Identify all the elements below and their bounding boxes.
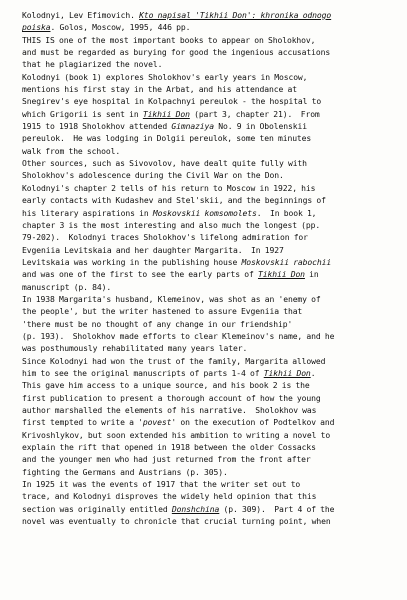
text-run: In 1925 it was the events of 1917 that the writer set out to <box>22 480 301 490</box>
text-run: section was originally entitled <box>22 504 172 514</box>
text-line <box>22 170 398 182</box>
text-run: first tempted to write a <box>22 418 139 428</box>
text-line <box>22 84 398 96</box>
text-line <box>22 269 398 281</box>
text-line <box>22 195 398 207</box>
text-line <box>22 109 398 121</box>
text-line <box>22 405 398 417</box>
text-line <box>22 380 398 392</box>
text-run: novel was eventually to chronicle that crucial turning point, when <box>22 517 331 527</box>
text-line <box>22 158 398 170</box>
italic-term: 'povest' <box>138 418 177 428</box>
text-line <box>22 208 398 220</box>
text-run: . Golos, Moscow, 1995, 446 pp. <box>50 23 191 33</box>
text-run: 'there must be no thought of any change in our friendship' <box>22 319 293 329</box>
text-run: Kolodnyi, Lev Efimovich. <box>22 11 140 20</box>
text-line <box>22 96 398 108</box>
text-run: and the younger men who had just returned from the front after <box>22 455 311 465</box>
title-underlined: Kto napisal 'Tikhii Don': khronika odnogo <box>139 11 332 20</box>
text-run: his literary aspirations in <box>22 208 153 218</box>
text-run: mentions his first stay in the Arbat, and his attendance at <box>22 85 297 95</box>
text-line <box>22 59 398 71</box>
text-line <box>22 133 398 145</box>
text-line <box>22 232 398 244</box>
text-run: walk from the school. <box>22 146 121 156</box>
text-line <box>22 306 398 318</box>
text-line <box>22 430 398 442</box>
text-run: (part 3, chapter 21). From <box>189 109 320 119</box>
text-run: the people', but the writer hastened to assure Evgeniia that <box>22 307 303 317</box>
text-line <box>22 22 398 34</box>
text-run: Snegirev's eye hospital in Kolpachnyi pereulok - the hospital to <box>22 97 322 107</box>
text-line <box>22 294 398 306</box>
text-run: which Grigorii is sent in <box>22 109 143 119</box>
text-run: and was one of the first to see the early parts of <box>22 270 258 280</box>
text-run: (p. 193). Sholokhov made efforts to clear Klemeinov's name, and he <box>22 331 335 341</box>
text-run: chapter 3 is the most interesting and also much the longest (pp. <box>22 220 321 230</box>
italic-term: Moskovskii komsomolets <box>152 208 257 218</box>
text-run: THIS IS one of the most important books to appear on Sholokhov, <box>22 35 316 45</box>
text-run: Sholokhov's adolescence during the Civil War on the Don. <box>22 171 284 181</box>
text-line <box>22 368 398 380</box>
text-line <box>22 516 398 528</box>
text-run: author marshalled the elements of his narrative. Sholokhov was <box>22 406 317 415</box>
text-run: Other sources, such as Sivovolov, have dealt quite fully with <box>22 159 307 169</box>
text-run: Krivoshlykov, but soon extended his ambition to writing a novel to <box>22 430 331 440</box>
text-run: manuscript (p. 84). <box>22 282 112 292</box>
title-underlined: poiska <box>22 23 51 33</box>
text-line <box>22 454 398 466</box>
text-line <box>22 72 398 84</box>
text-line <box>22 257 398 269</box>
text-line <box>22 35 398 47</box>
text-line <box>22 245 398 257</box>
text-line <box>22 491 398 503</box>
text-line <box>22 331 398 343</box>
title-underlined: Tikhii Don <box>257 270 305 280</box>
italic-term: Gimnaziya <box>171 122 215 132</box>
text-run: Since Kolodnyi had won the trust of the family, Margarita allowed <box>22 356 326 366</box>
italic-term: Moskovskii rabochii <box>241 257 332 267</box>
text-line <box>22 10 398 22</box>
text-run: explain the rift that opened in 1918 between the older Cossacks <box>22 443 316 453</box>
text-run: Kolodnyi's chapter 2 tells of his return to Moscow in 1922, his <box>22 183 316 193</box>
text-run: Kolodnyi (book 1) explores Sholokhov's early years in Moscow, <box>22 72 308 82</box>
text-line <box>22 442 398 454</box>
text-line <box>22 417 398 429</box>
text-run: Evgeniia Levitskaia and her daughter Margarita. In 1927 <box>22 245 284 255</box>
text-run: (p. 309). Part 4 of the <box>219 504 335 514</box>
text-line <box>22 504 398 516</box>
text-run: first publication to present a thorough account of how the young <box>22 393 321 403</box>
text-line <box>22 356 398 368</box>
text-line <box>22 146 398 158</box>
text-line <box>22 393 398 405</box>
text-line <box>22 183 398 195</box>
text-run: trace, and Kolodnyi disproves the widely held opinion that this <box>22 492 317 502</box>
text-run: . In book 1, <box>256 208 317 218</box>
text-line <box>22 319 398 331</box>
text-run: . <box>310 368 316 378</box>
text-run: on the execution of Podtelkov and <box>176 418 335 428</box>
text-run: was posthumously rehabilitated many years later. <box>22 344 248 354</box>
title-underlined: Tikhii Don <box>142 109 190 119</box>
text-run: No. 9 in Obolenskii <box>214 122 307 132</box>
text-run: fighting the Germans and Austrians (p. 305). <box>22 467 228 477</box>
text-line <box>22 479 398 491</box>
text-run: that he plagiarized the novel. <box>22 60 163 70</box>
text-line <box>22 467 398 479</box>
text-run: early contacts with Kudashev and Stel'skii, and the beginnings of <box>22 196 326 206</box>
text-run: and must be regarded as burying for good the ingenious accusations <box>22 48 331 58</box>
text-run: pereulok. He was lodging in Dolgii pereulok, some ten minutes <box>22 134 312 144</box>
review-text <box>22 10 398 528</box>
text-run: This gave him access to a unique source, and his book 2 is the <box>22 381 310 391</box>
text-line <box>22 47 398 59</box>
title-underlined: Tikhii Don <box>263 368 311 378</box>
title-underlined: Donshchina <box>171 504 220 514</box>
text-run: 1915 to 1918 Sholokhov attended <box>22 122 172 132</box>
text-line <box>22 343 398 355</box>
text-run: In 1938 Margarita's husband, Klemeinov, was shot as an 'enemy of <box>22 294 321 304</box>
text-line <box>22 220 398 232</box>
text-line <box>22 121 398 133</box>
text-run: him to see the original manuscripts of parts 1-4 of <box>22 368 264 378</box>
text-line <box>22 282 398 294</box>
text-run: in <box>304 270 319 280</box>
text-run: 79-202). Kolodnyi traces Sholokhov's lifelong admiration for <box>22 233 308 243</box>
text-run: Levitskaia was working in the publishing house <box>22 257 242 267</box>
